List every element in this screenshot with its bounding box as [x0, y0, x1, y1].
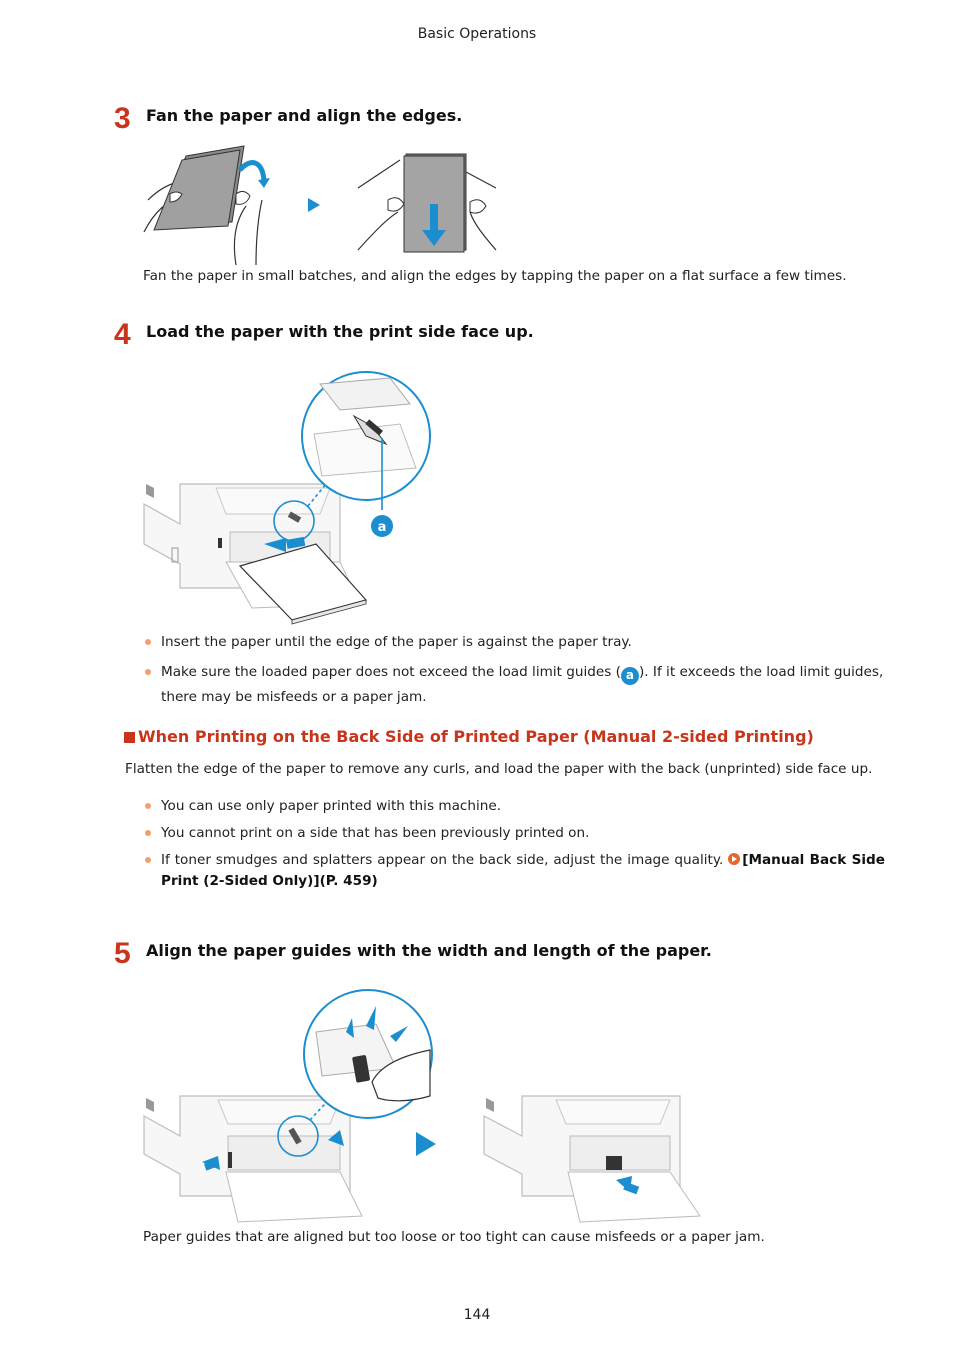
bullet-dot-icon [145, 830, 151, 836]
manual-duplex-bullets [143, 796, 885, 892]
manual-back-side-print-link[interactable]: [Manual Back Side Print (2-Sided Only)](P. 459) [161, 852, 885, 889]
step-3-note: Fan the paper in small batches, and align the edges by tapping the paper on a flat surface a few times. [143, 268, 847, 284]
bullet-dot-icon [145, 669, 151, 675]
running-header: Basic Operations [417, 26, 537, 42]
list-item: Make sure the loaded paper does not exceed the load limit guides ( a ). If it exceeds the load limit guides, there may be misfeeds or a paper jam. [143, 660, 885, 710]
fan-paper-illustration [140, 140, 510, 268]
list-item: If toner smudges and splatters appear on the back side, adjust the image quality. [Manual Back Side Print (2-Sided Only)](P. 459) [143, 850, 885, 892]
align-guides-illustration [140, 986, 710, 1226]
heading-square-icon [124, 732, 135, 743]
step-title-5: Align the paper guides with the width and length of the paper. [146, 941, 712, 960]
load-paper-illustration [140, 364, 440, 624]
step-4-bullets [143, 632, 885, 710]
step-number-5: 5 [114, 937, 131, 970]
callout-a-label: a [377, 520, 387, 535]
step-5-note: Paper guides that are aligned but too loose or too tight can cause misfeeds or a paper jam. [143, 1229, 765, 1245]
step-number-3: 3 [114, 102, 131, 135]
manual-duplex-intro: Flatten the edge of the paper to remove any curls, and load the paper with the back (unprinted) side face up. [125, 761, 873, 777]
link-arrow-icon [728, 853, 740, 865]
bullet-dot-icon [145, 803, 151, 809]
step-number-4: 4 [114, 318, 131, 351]
page-number: 144 [463, 1307, 491, 1323]
list-item: You cannot print on a side that has been previously printed on. [143, 823, 885, 844]
manual-duplex-heading: When Printing on the Back Side of Printed Paper (Manual 2-sided Printing) [124, 727, 814, 746]
list-item: You can use only paper printed with this machine. [143, 796, 885, 817]
bullet-dot-icon [145, 639, 151, 645]
step-title-4: Load the paper with the print side face up. [146, 322, 534, 341]
bullet-dot-icon [145, 857, 151, 863]
list-item: Insert the paper until the edge of the paper is against the paper tray. [143, 632, 885, 653]
step-title-3: Fan the paper and align the edges. [146, 106, 463, 125]
callout-a-badge: a [621, 667, 639, 685]
